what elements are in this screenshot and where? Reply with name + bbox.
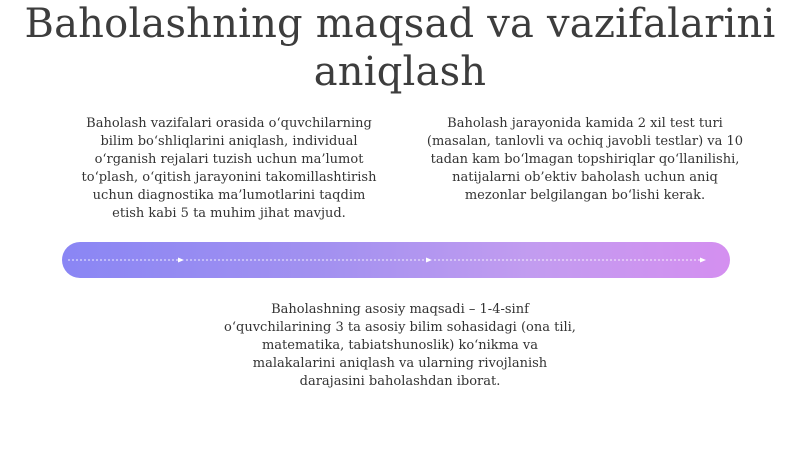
slide-title: Baholashning maqsad va vazifalarini aniqlash	[24, 1, 776, 95]
left-text-block: Baholash vazifalari orasida o‘quvchilarning bilim bo‘shliqlarini aniqlash, individual o‘rganish rejalari tuzish uchun ma’lumot to‘plash, o‘qitish jarayonini takomillashtirish uchun diagnostika ma’lumotlarini taqdim etish kabi 5 ta muhim jihat mavjud.	[81, 116, 377, 221]
timeline-arrows	[62, 242, 730, 278]
timeline-bar	[62, 242, 730, 278]
arrow-right-icon	[700, 258, 706, 263]
arrow-right-icon	[426, 258, 432, 263]
arrow-right-icon	[178, 258, 184, 263]
bottom-text-block: Baholashning asosiy maqsadi – 1-4-sinf o‘quvchilarining 3 ta asosiy bilim sohasidagi (ona tili, matematika, tabiatshunoslik) ko‘nikma va malakalarini aniqlash va ularning rivojlanish darajasini baholashdan iborat.	[224, 302, 576, 389]
right-text-block: Baholash jarayonida kamida 2 xil test turi (masalan, tanlovli va ochiq javobli testlar) va 10 tadan kam bo‘lmagan topshiriqlar qo‘llanilishi, natijalarni ob’ektiv baholash uchun aniq mezonlar belgilangan bo‘lishi kerak.	[426, 116, 744, 203]
